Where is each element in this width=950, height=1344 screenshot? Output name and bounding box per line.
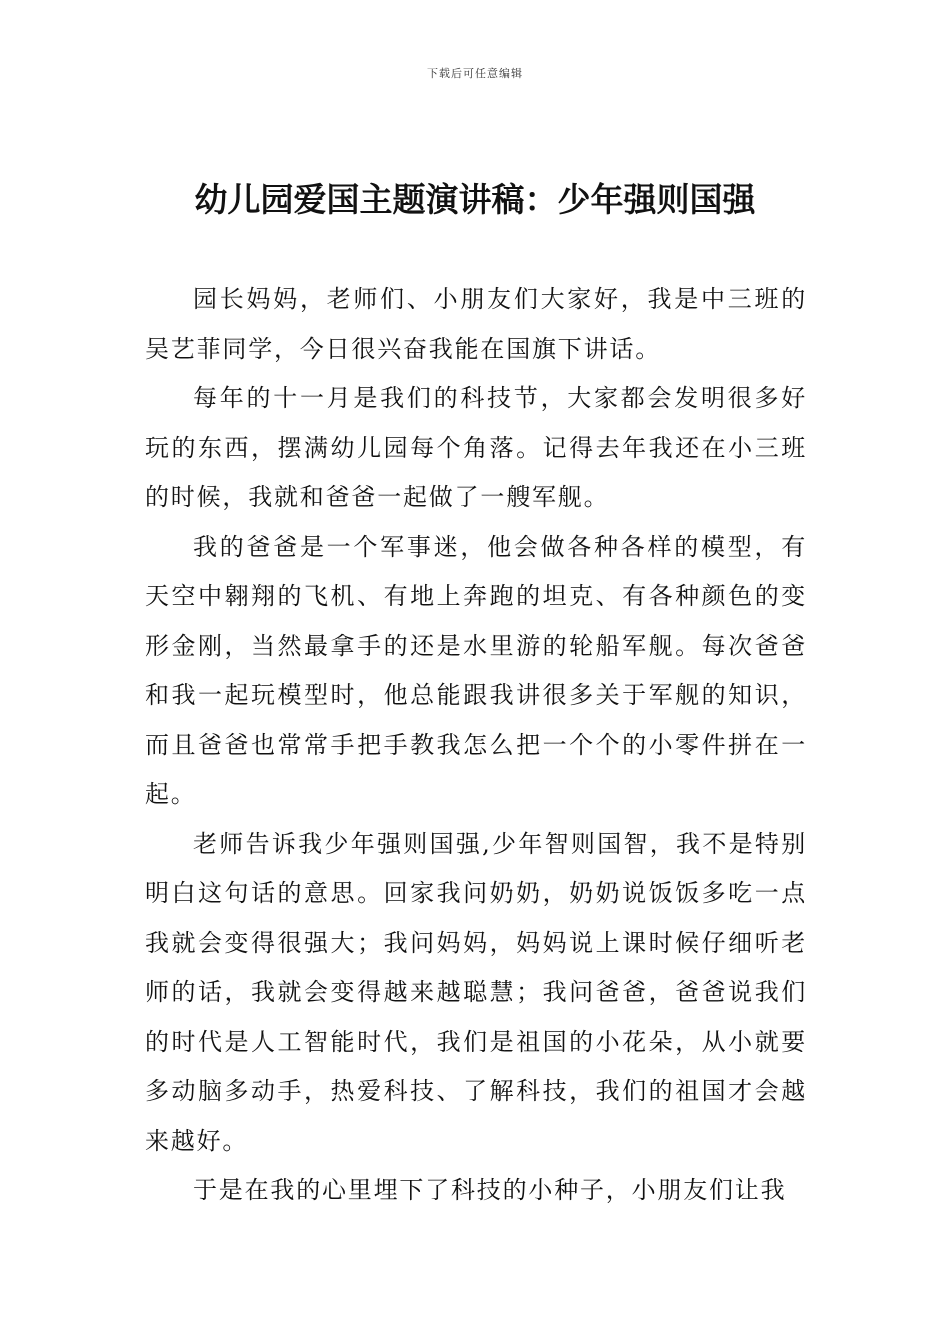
header-note: 下载后可任意编辑 (427, 67, 523, 80)
paragraph-seed-of-science: 于是在我的心里埋下了科技的小种子，小朋友们让我 (193, 1176, 787, 1204)
paragraph-science-festival: 每年的十一月是我们的科技节，大家都会发明很多好玩的东西，摆满幼儿园每个角落。记得去年我还在小三班的时候，我就和爸爸一起做了一艘军舰。 (145, 384, 807, 511)
paragraph-father-models: 我的爸爸是一个军事迷，他会做各种各样的模型，有天空中翱翔的飞机、有地上奔跑的坦克、有各种颜色的变形金刚，当然最拿手的还是水里游的轮船军舰。每次爸爸和我一起玩模型时，他总能跟我讲很多关于军舰的知识，而且爸爸也常常手把手教我怎么把一个个的小零件拼在一起。 (145, 532, 807, 808)
paragraph-greeting: 园长妈妈，老师们、小朋友们大家好，我是中三班的吴艺菲同学，今日很兴奋我能在国旗下讲话。 (145, 285, 807, 363)
page-title: 幼儿园爱国主题演讲稿：少年强则国强 (194, 180, 756, 219)
document-body (145, 275, 807, 1216)
paragraph-teacher-saying: 老师告诉我少年强则国强,少年智则国智，我不是特别明白这句话的意思。回家我问奶奶，奶奶说饭饭多吃一点我就会变得很强大；我问妈妈，妈妈说上课时候仔细听老师的话，我就会变得越来越聪慧；我问爸爸，爸爸说我们的时代是人工智能时代，我们是祖国的小花朵，从小就要多动脑多动手，热爱科技、了解科技，我们的祖国才会越来越好。 (145, 829, 807, 1155)
